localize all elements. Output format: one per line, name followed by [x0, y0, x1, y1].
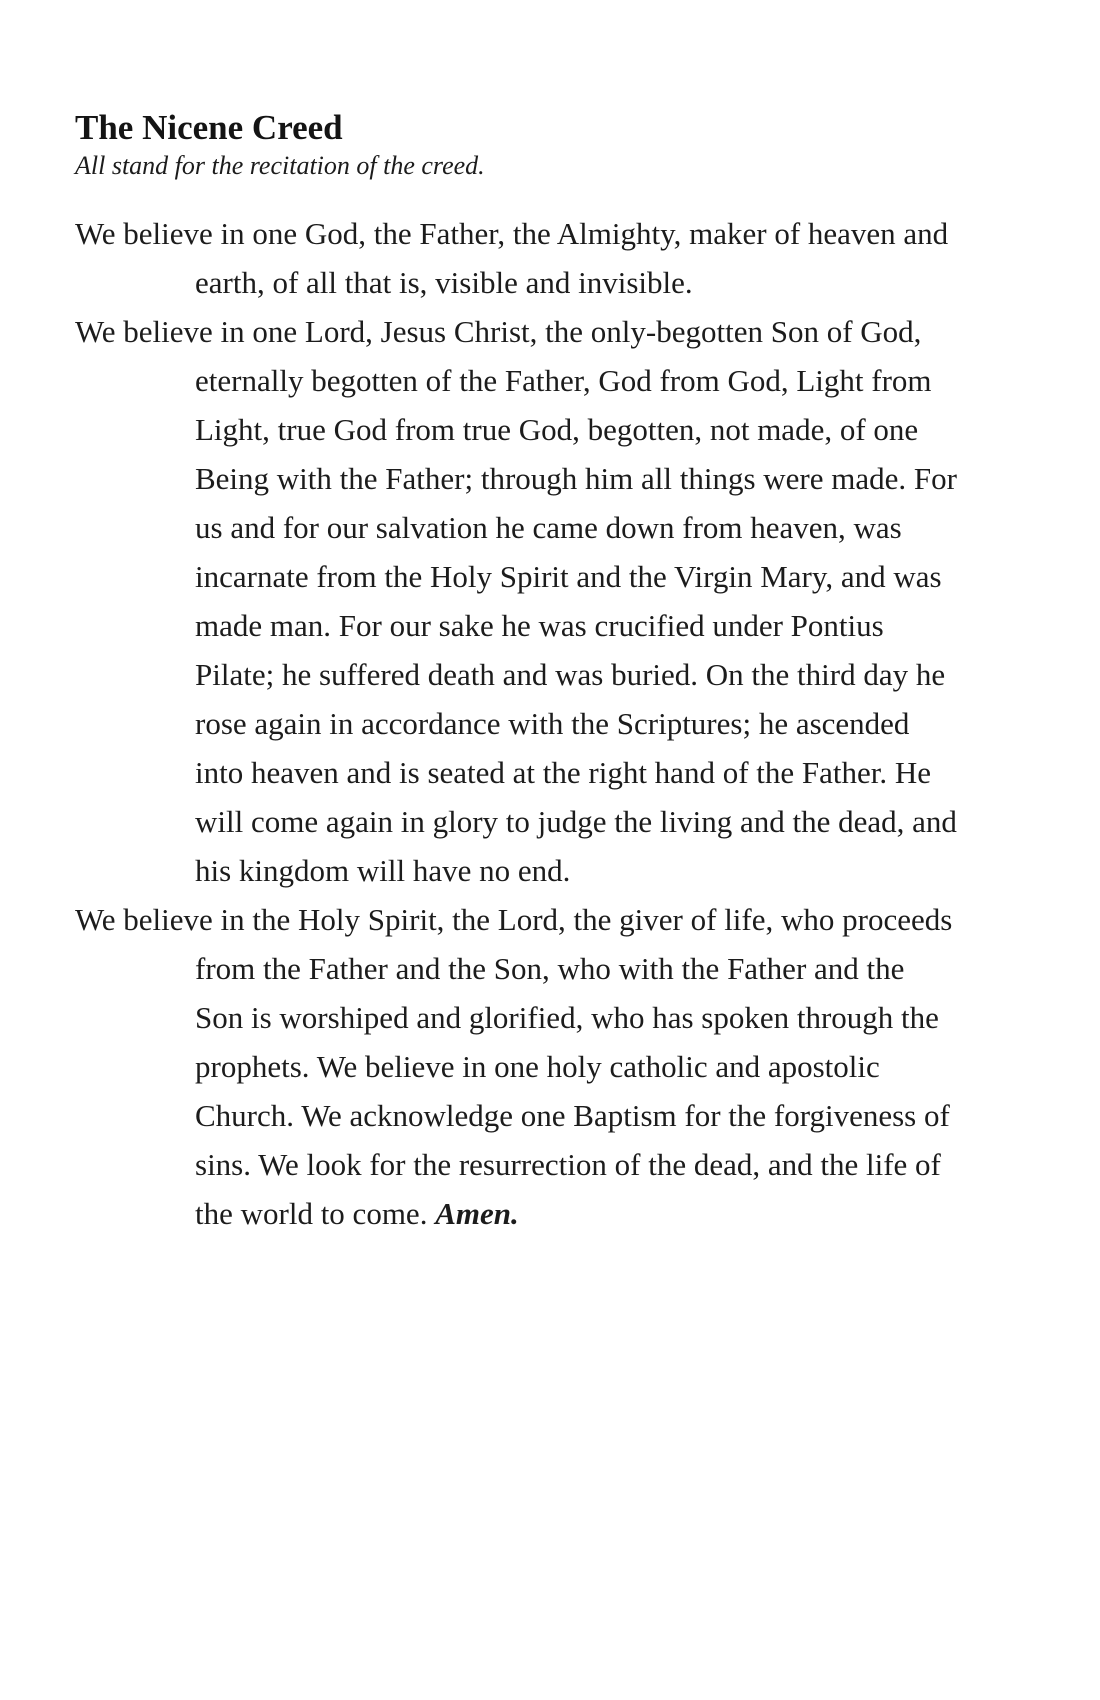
amen-text: Amen. — [435, 1196, 519, 1232]
paragraph-text: We believe in the Holy Spirit, the Lord, the giver of life, who proceeds from the Father and the Son, who with the Father and the Son is worshiped and glorified, who has spoken through the prophets. We believe in one holy catholic and apostolic Church. We acknowledge one Baptism for the forgiveness of sins. We look for the resurrection of the dead, and the life of the world to come. — [75, 902, 953, 1232]
creed-paragraph-1: We believe in one God, the Father, the Almighty, maker of heaven and earth, of all that is, visible and invisible. — [75, 216, 949, 301]
rubric-text: All stand for the recitation of the creed. — [75, 151, 485, 181]
creed-body — [75, 209, 960, 1238]
page-title: The Nicene Creed — [75, 108, 343, 147]
creed-paragraph-3 — [75, 895, 960, 1238]
creed-paragraph-2: We believe in one Lord, Jesus Christ, the only-begotten Son of God, eternally begotten of the Father, God from God, Light from Light, true God from true God, begotten, not made, of one Being with the Father; through him all things were made. For us and for our salvation he came down from heaven, was incarnate from the Holy Spirit and the Virgin Mary, and was made man. For our sake he was crucified under Pontius Pilate; he suffered death and was buried. On the third day he rose again in accordance with the Scriptures; he ascended into heaven and is seated at the right hand of the Father. He will come again in glory to judge the living and the dead, and his kingdom will have no end. — [75, 314, 957, 889]
